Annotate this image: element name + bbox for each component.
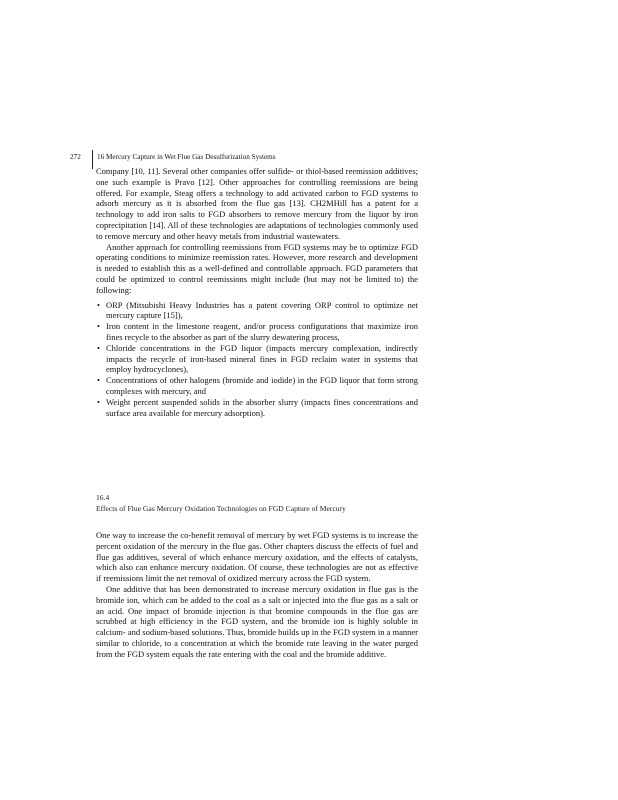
bullet-icon: • xyxy=(97,375,100,386)
list-item xyxy=(96,343,418,375)
body-text-top xyxy=(96,166,418,418)
bullet-icon: • xyxy=(97,342,100,353)
list-item-text: ORP (Mitsubishi Heavy Industries has a patent covering ORP control to optimize net mercury capture [15]), xyxy=(106,299,418,321)
list-item-text: Weight percent suspended solids in the absorber slurry (impacts fines concentrations and surface area available for mercury adsorption). xyxy=(106,396,418,418)
paragraph: One way to increase the co-benefit removal of mercury by wet FGD systems is to increase the percent oxidation of the mercury in the flue gas. Other chapters discuss the effects of fuel and flue gas additives, several of which enhance mercury oxidation, and the effects of catalysts, which also can enhance mercury oxidation. Of course, these technologies are not as effective if reemissions limit the net removal of oxidized mercury across the FGD system. xyxy=(96,530,418,584)
paragraph: Company [10, 11]. Several other companies offer sulfide- or thiol-based reemission additives; one such example is Pravo [12]. Other approaches for controlling reemissions are being offered. For example, Steag offers a technology to add activated carbon to FGD systems to adsorb mercury as it is absorbed from the flue gas [13]. CH2MHill has a patent for a technology to add iron salts to FGD absorbers to remove mercury from the liquor by iron coprecipitation [14]. All of these technologies are adaptations of technologies commonly used to remove mercury and other heavy metals from industrial wastewaters. xyxy=(96,166,418,241)
bullet-icon: • xyxy=(97,396,100,407)
list-item xyxy=(96,397,418,419)
list-item-text: Concentrations of other halogens (bromide and iodide) in the FGD liquor that form strong complexes with mercury, and xyxy=(106,375,418,396)
paragraph: One additive that has been demonstrated to increase mercury oxidation in flue gas is the bromide ion, which can be added to the coal as a salt or injected into the flue gas as a salt or an acid. One impact of bromide injection is that bromine compounds in the flue gas are scrubbed at high efficiency in the FGD system, and the bromide ion is highly soluble in calcium- and sodium-based solutions. Thus, bromide builds up in the FGD system in a manner similar to chloride, to a concentration at which the bromide rate leaving in the water purged from the FGD system equals the rate entering with the coal and the bromide additive. xyxy=(96,583,418,659)
list-item xyxy=(96,300,418,322)
chapter-title: 16 Mercury Capture in Wet Flue Gas Desulfurization Systems xyxy=(97,153,276,161)
list-item xyxy=(96,375,418,397)
bullet-icon: • xyxy=(97,299,100,310)
body-text-bottom xyxy=(96,530,418,660)
list-item-text: Iron content in the limestone reagent, and/or process configurations that maximize iron fines recycle to the absorber as part of the slurry dewatering process, xyxy=(106,321,418,342)
header-divider xyxy=(92,150,93,169)
bullet-icon: • xyxy=(97,321,100,332)
running-head xyxy=(70,150,276,164)
list-item-text: Chloride concentrations in the FGD liquor (impacts mercury complexation, indirectly impacts the recycle of iron-based mineral fines in FGD reclaim water in systems that employ hydrocyclones), xyxy=(106,342,418,375)
section-title: Effects of Flue Gas Mercury Oxidation Technologies on FGD Capture of Mercury xyxy=(96,504,346,513)
bullet-list xyxy=(96,300,418,419)
paragraph: Another approach for controlling reemissions from FGD systems may be to optimize FGD operating conditions to minimize reemission rates. However, more research and development is needed to establish this as a well-defined and controllable approach. FGD parameters that could be optimized to control reemissions might include (but may not be limited to) the following: xyxy=(96,241,418,295)
page-number: 272 xyxy=(70,153,81,161)
section-heading xyxy=(96,492,426,514)
section-number: 16.4 xyxy=(96,493,110,502)
list-item xyxy=(96,321,418,343)
